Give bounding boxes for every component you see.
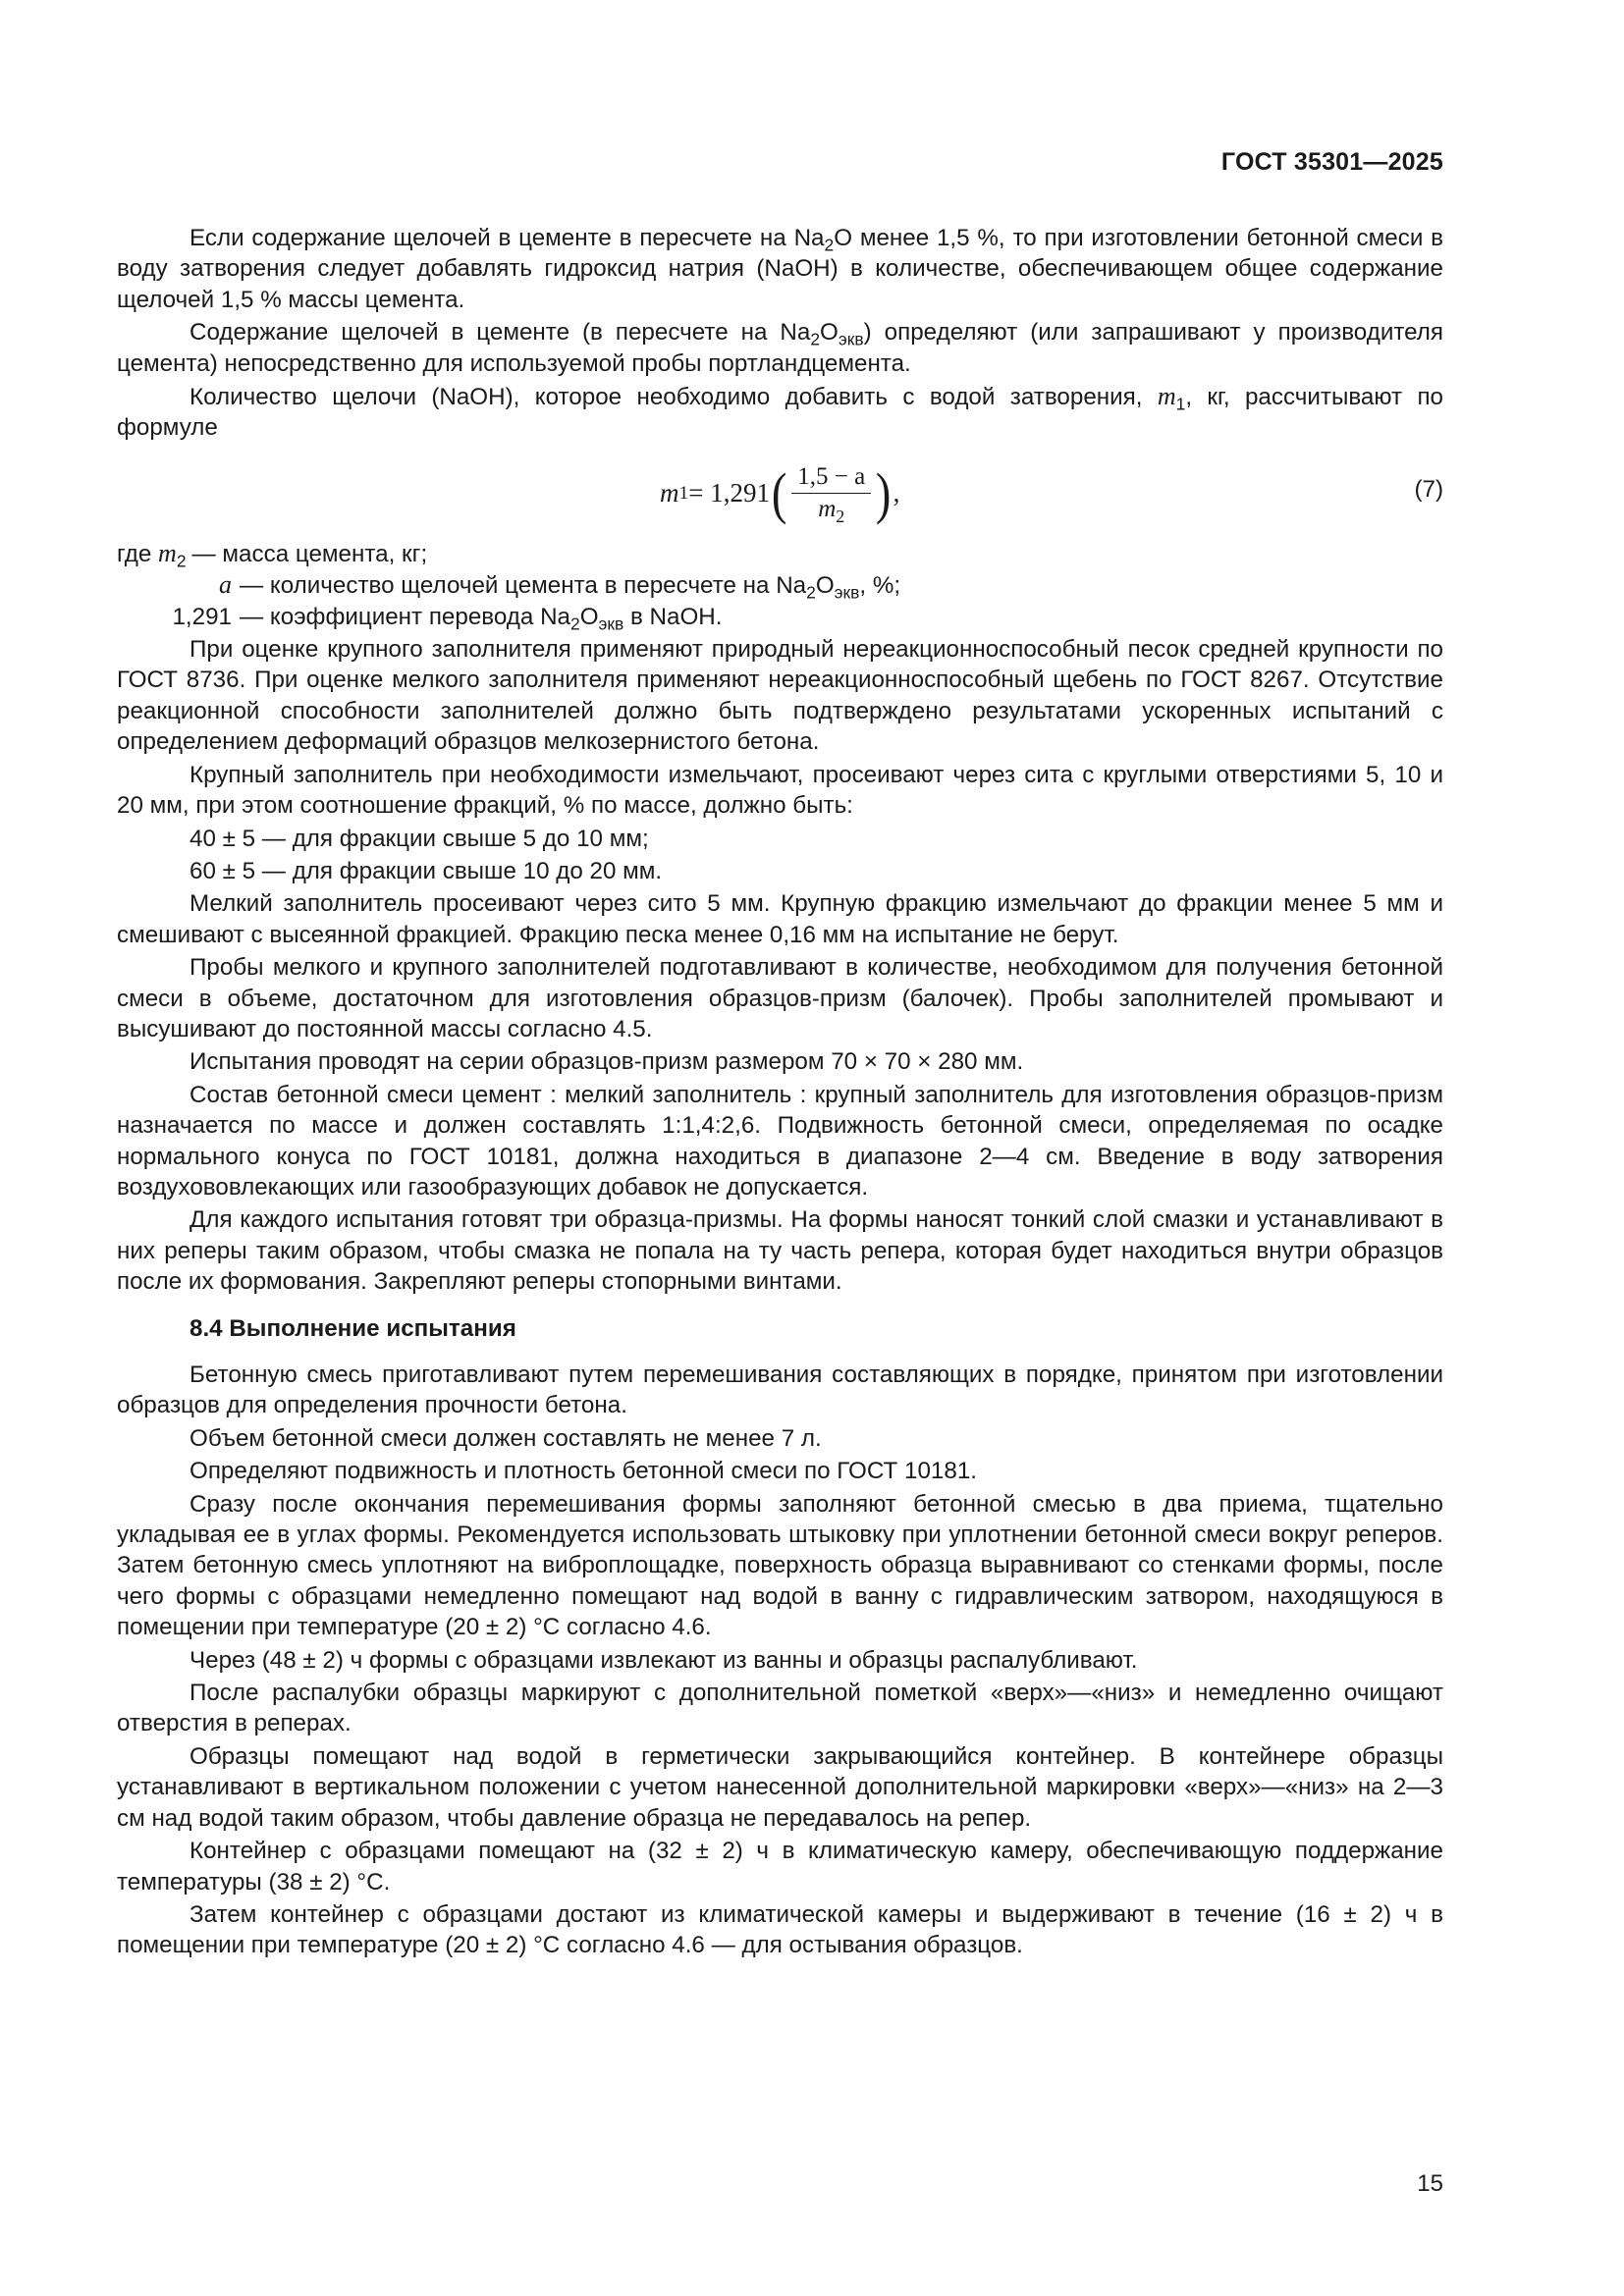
paragraph-aggregate-evaluation: При оценке крупного заполнителя применяют природный нереакционноспособный песок средней крупности по ГОСТ 8736. При оценке мелкого заполнителя применяют нереакционноспособный щебень по ГОСТ 8267. Отсутствие реакционной способности заполнителей должно быть подтверждено результатами ускоренных испытаний с определением деформаций образцов мелкозернистого бетона. (117, 636, 1443, 756)
paragraph-marking: После распалубки образцы маркируют с дополнительной пометкой «верх»—«низ» и немедленно очищают отверстия в реперах. (117, 1680, 1443, 1737)
paragraph-naoh-quantity: Количество щелочи (NaOH), которое необходимо добавить с водой затворения, $m_1$, кг, рассчитывают по формуле (117, 382, 1443, 442)
definition-a: a — количество щелочей цемента в пересчете на $Na_2O_{экв}$, %; (219, 570, 901, 603)
paragraph-climate-chamber: Контейнер с образцами помещают на (32 ± 2) ч в климатическую камеру, обеспечивающую поддержание температуры (38 ± 2) °С. (117, 1838, 1443, 1896)
paragraph-container: Образцы помещают над водой в герметически закрывающийся контейнер. В контейнере образцы устанавливают в вертикальном положении с учетом нанесенной дополнительной маркировки «верх»—«низ» на 2—3 см над водой таким образом, чтобы давление образца не передавалось на репер. (117, 1742, 1443, 1832)
definition-coefficient: 1,291 — коэффициент перевода $Na_2O_{экв}$ в NaOH. (172, 603, 723, 634)
formula-fraction (791, 463, 871, 527)
fraction-numerator: 1,5 − a (791, 463, 871, 494)
page-content (117, 223, 1443, 1961)
paragraph-prism-size: Испытания проводят на серии образцов-призм размером 70 × 70 × 280 мм. (189, 1048, 1024, 1076)
list-item: 40 ± 5 — для фракции свыше 5 до 10 мм; (189, 825, 649, 852)
fraction-denominator: $m_2$ (818, 496, 845, 527)
paragraph-mix-composition: Состав бетонной смеси цемент : мелкий заполнитель : крупный заполнитель для изготовления образцов-призм назначается по массе и должен составлять 1:1,4:2,6. Подвижность бетонной смеси, определяемая по осадке нормального конуса по ГОСТ 10181, должна находиться в диапазоне 2—4 см. Введение в воду затворения воздухововлекающих или газообразующих добавок не допускается. (117, 1081, 1443, 1201)
left-parenthesis: ( (771, 460, 787, 525)
paragraph-cooling: Затем контейнер с образцами достают из климатической камеры и выдерживают в течение (16 ± 2) ч в помещении при температуре (20 ± 2) °С согласно 4.6 — для остывания образцов. (117, 1900, 1443, 1959)
paragraph-mix-preparation: Бетонную смесь приготавливают путем перемешивания составляющих в порядке, принятом при изготовлении образцов для определения прочности бетона. (117, 1362, 1443, 1419)
paragraph-mix-volume: Объем бетонной смеси должен составлять не менее 7 л. (189, 1424, 822, 1452)
definition-m2: где $m_2$ — масса цемента, кг; (117, 538, 428, 571)
document-code-header: ГОСТ 35301—2025 (1220, 148, 1443, 176)
paragraph-alkali-determination: Содержание щелочей в цементе (в пересчете на $Na_2O_{экв}$) определяют (или запрашивают у производителя цемента) непосредственно для используемой пробы портландцемента. (117, 319, 1443, 377)
fraction-ratio-list (117, 824, 1443, 887)
page-number: 15 (1417, 2170, 1443, 2197)
formula-definitions (117, 538, 1443, 632)
section-heading-8-4: 8.4 Выполнение испытания (189, 1314, 516, 1342)
list-item: 60 ± 5 — для фракции свыше 10 до 20 мм. (189, 857, 663, 884)
paragraph-prism-preparation: Для каждого испытания готовят три образца-призмы. На формы наносят тонкий слой смазки и устанавливают в них реперы таким образом, чтобы смазка не попала на ту часть репера, которая будет находиться внутри образцов после их формования. Закрепляют реперы стопорными винтами. (117, 1206, 1443, 1296)
paragraph-fine-aggregate: Мелкий заполнитель просеивают через сито 5 мм. Крупную фракцию измельчают до фракции менее 5 мм и смешивают с высеянной фракцией. Фракцию песка менее 0,16 мм на испытание не берут. (117, 890, 1443, 948)
paragraph-mix-workability: Определяют подвижность и плотность бетонной смеси по ГОСТ 10181. (189, 1458, 977, 1485)
formula-number: (7) (1414, 475, 1443, 503)
paragraph-demolding: Через (48 ± 2) ч формы с образцами извлекают из ванны и образцы распалубливают. (189, 1646, 1138, 1674)
paragraph-alkali-content: Если содержание щелочей в цементе в пересчете на $Na_2O$ менее 1,5 %, то при изготовлении бетонной смеси в воду затворения следует добавлять гидроксид натрия (NaOH) в количестве, обеспечивающем общее содержание щелочей 1,5 % массы цемента. (117, 225, 1443, 313)
paragraph-coarse-aggregate: Крупный заполнитель при необходимости измельчают, просеивают через сита с круглыми отверстиями 5, 10 и 20 мм, при этом соотношение фракций, % по массе, должно быть: (117, 761, 1443, 820)
formula-7 (117, 450, 1443, 536)
right-parenthesis: ) (876, 460, 892, 525)
formula-expression: m 1 = 1,291 ( $\frac{1,5 - a}{m_2}$ ) , (660, 460, 900, 527)
paragraph-aggregate-samples: Пробы мелкого и крупного заполнителей подготавливают в количестве, необходимом для получения бетонной смеси в объеме, достаточном для изготовления образцов-призм (балочек). Пробы заполнителей промывают и высушивают до постоянной массы согласно 4.5. (117, 954, 1443, 1042)
paragraph-mold-filling: Сразу после окончания перемешивания формы заполняют бетонной смесью в два приема, тщательно укладывая ее в углах формы. Рекомендуется использовать штыковку при уплотнении бетонной смеси вокруг реперов. Затем бетонную смесь уплотняют на виброплощадке, поверхность образца выравнивают со стенками формы, после чего формы с образцами немедленно помещают над водой в ванну с гидравлическим затвором, находящуюся в помещении при температуре (20 ± 2) °С согласно 4.6. (117, 1490, 1443, 1641)
